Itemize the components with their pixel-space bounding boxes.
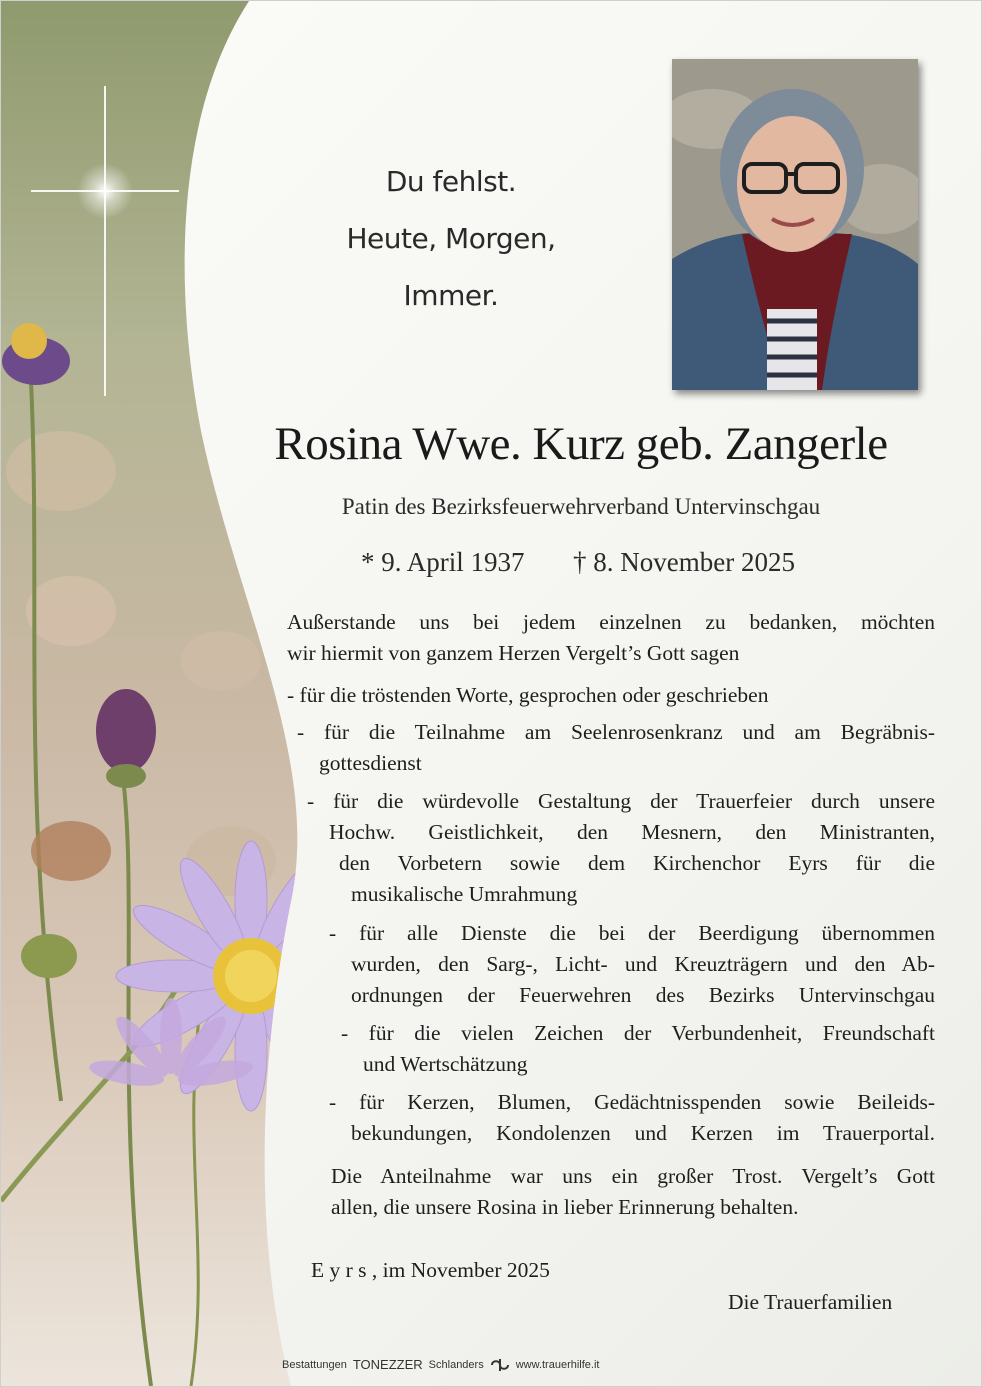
- deceased-title: Patin des Bezirksfeuerwehrverband Untervinschgau: [341, 494, 821, 519]
- footer-brand: TONEZZER: [352, 1357, 423, 1372]
- text-line: Die Anteilnahme war uns ein großer Trost. Vergelt’s Gott: [331, 1164, 935, 1188]
- portrait-photo: [672, 59, 918, 390]
- text-line: ordnungen der Feuerwehren des Bezirks Untervinschgau: [351, 983, 935, 1007]
- thanks-item: [341, 1018, 935, 1080]
- text-line: und Wertschätzung: [363, 1052, 528, 1076]
- text-line: Außerstande uns bei jedem einzelnen zu bedanken, möchten: [287, 610, 935, 634]
- text-line: - für alle Dienste die bei der Beerdigung übernommen: [329, 921, 935, 945]
- text-line: - für die vielen Zeichen der Verbundenheit, Freundschaft: [341, 1021, 935, 1045]
- footer-website[interactable]: www.trauerhilfe.it: [515, 1358, 600, 1371]
- deceased-name: Rosina Wwe. Kurz geb. Zangerle: [274, 418, 888, 470]
- text-line: wurden, den Sarg-, Licht- und Kreuzträgern und den Ab-: [351, 952, 935, 976]
- text-line: wir hiermit von ganzem Herzen Vergelt’s Gott sagen: [287, 641, 740, 665]
- flower-background: [1, 1, 331, 1386]
- text-line: allen, die unsere Rosina in lieber Erinnerung behalten.: [331, 1195, 799, 1219]
- text-line: den Vorbetern sowie dem Kirchenchor Eyrs für die: [339, 851, 935, 875]
- place-date: E y r s , im November 2025: [311, 1258, 550, 1282]
- text-line: bekundungen, Kondolenzen und Kerzen im Trauerportal.: [351, 1121, 935, 1145]
- quote-line: Du fehlst.: [385, 165, 517, 198]
- text-line: musikalische Umrahmung: [351, 882, 578, 906]
- intro-paragraph: [287, 607, 935, 669]
- death-date: † 8. November 2025: [573, 547, 795, 577]
- text-line: - für die tröstenden Worte, gesprochen oder geschrieben: [287, 683, 769, 707]
- thanks-item: [287, 680, 935, 711]
- trauerhilfe-logo-icon: [490, 1358, 510, 1372]
- thanks-item: [297, 717, 935, 779]
- memorial-quote: [301, 153, 601, 324]
- thanks-item: [329, 1087, 935, 1149]
- footer: [282, 1357, 662, 1372]
- text-line: - für Kerzen, Blumen, Gedächtnisspenden sowie Beileids-: [329, 1090, 935, 1114]
- text-line: - für die Teilnahme am Seelenrosenkranz und am Begräbnis-: [297, 720, 935, 744]
- text-line: - für die würdevolle Gestaltung der Trauerfeier durch unsere: [307, 789, 935, 813]
- birth-date: * 9. April 1937: [361, 547, 525, 577]
- footer-town: Schlanders: [428, 1358, 484, 1371]
- quote-line: Heute, Morgen,: [346, 222, 556, 255]
- text-line: Hochw. Geistlichkeit, den Mesnern, den Ministranten,: [329, 820, 935, 844]
- closing-paragraph: [331, 1161, 935, 1223]
- footer-prefix: Bestattungen: [282, 1358, 347, 1371]
- signature: Die Trauerfamilien: [728, 1290, 893, 1314]
- thanks-item: [329, 918, 935, 1011]
- quote-line: Immer.: [403, 279, 499, 312]
- text-line: gottesdienst: [319, 751, 422, 775]
- thanks-item: [307, 786, 935, 910]
